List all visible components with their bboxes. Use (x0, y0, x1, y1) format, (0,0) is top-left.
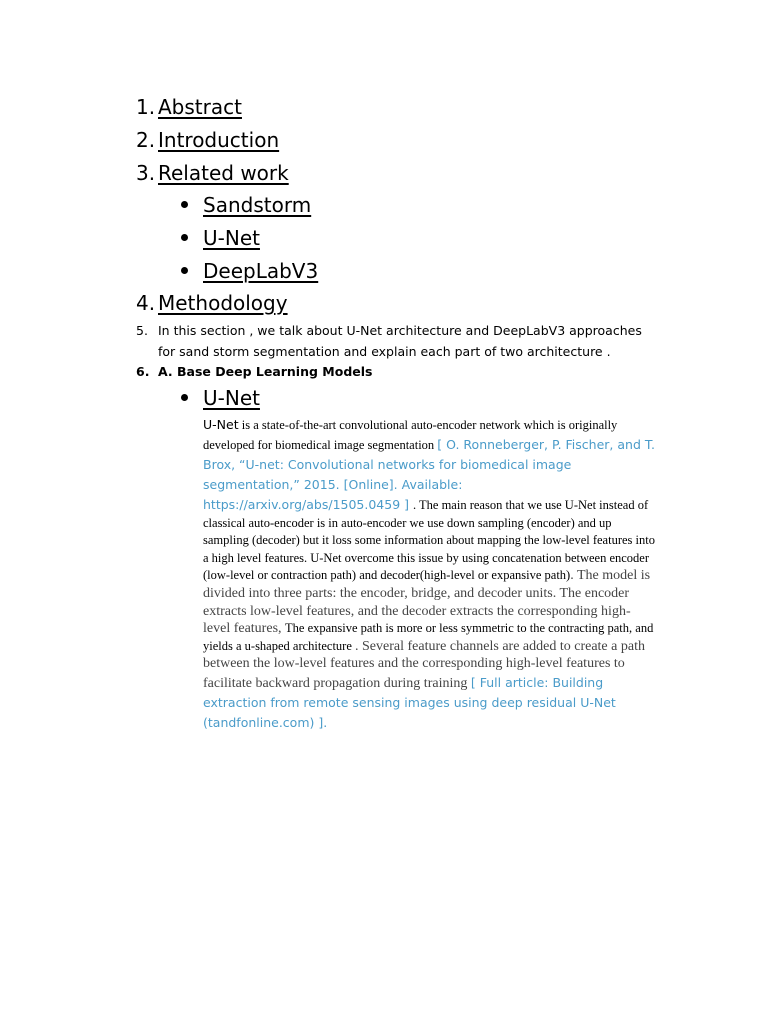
intro-number: 5. (136, 323, 148, 338)
outline-number: 2. (136, 128, 156, 152)
related-bullet-sandstorm (181, 192, 311, 218)
arxiv-link[interactable]: https://arxiv.org/abs/1505.0459 (203, 496, 401, 512)
outline-item-methodology (136, 290, 288, 316)
bullet-icon (181, 234, 188, 241)
bullet-icon (181, 267, 188, 274)
outline-item-abstract (136, 94, 242, 120)
related-bullet-unet (181, 225, 260, 251)
text-part1: is a state-of-the-art convolutional auto-encoder network which is originally developed for biomedical image segmentation (203, 418, 618, 452)
related-bullet-deeplabv3 (181, 258, 318, 284)
outline-link-related-work[interactable]: Related work (158, 161, 289, 185)
unet-term: U-Net (203, 417, 239, 432)
outline-link-methodology[interactable]: Methodology (158, 291, 288, 315)
text-part2: . The main reason that we use U-Net instead of classical auto-encoder is in auto-encoder we use down sampling (encoder) and up sampling (decoder) but it loss some information about mapping the low-level features into a high level features. U-Net overcome this issue by using concatenation between encoder (low-level or contraction path) and decoder(high-level or expansive path) (203, 497, 655, 583)
unet-paragraph (203, 416, 655, 733)
bullet-icon (181, 201, 188, 208)
subsection-title: A. Base Deep Learning Models (158, 364, 373, 379)
citation-text: [ O. Ronneberger, P. Fischer, and T. Brox, “U-net: Convolutional networks for biomedical image segmentation,” 2015. [Online]. Available: (203, 436, 655, 492)
unet-bullet (181, 385, 260, 411)
outline-number: 4. (136, 291, 156, 315)
citation-close: ]. (314, 714, 328, 730)
link-unet-section[interactable]: U-Net (203, 386, 260, 410)
subsection-number: 6. (136, 364, 150, 379)
intro-paragraph: In this section , we talk about U-Net architecture and DeepLabV3 approaches for sand storm segmentation and explain each part of two architecture . (158, 323, 642, 359)
bullet-icon (181, 394, 188, 401)
outline-number: 3. (136, 161, 156, 185)
subsection-heading (136, 361, 372, 382)
outline-item-introduction (136, 127, 279, 153)
outline-number: 1. (136, 95, 156, 119)
text-part5: . Several feature channels are added to create a path between the low-level features and the corresponding high-level features to facilitate backward propagation during training (203, 638, 645, 691)
outline-item-related-work (136, 160, 289, 186)
link-unet[interactable]: U-Net (203, 226, 260, 250)
text-part3: . The model is divided into three parts: the encoder, bridge, and decoder units. The encoder extracts low-level features, and the decoder extracts the corresponding high-level features, (203, 568, 651, 637)
outline-link-introduction[interactable]: Introduction (158, 128, 280, 152)
link-sandstorm[interactable]: Sandstorm (203, 193, 312, 217)
tandfonline-link[interactable]: Full article: Building extraction from remote sensing images using deep residual U-Net (tandfonline.com) (203, 674, 616, 730)
outline-link-abstract[interactable]: Abstract (158, 95, 242, 119)
link-deeplabv3[interactable]: DeepLabV3 (203, 259, 319, 283)
citation-open: [ (470, 674, 480, 690)
citation-close: ] (400, 496, 413, 512)
text-part4: The expansive path is more or less symmetric to the contracting path, and yields a u-shaped architecture (203, 621, 654, 653)
